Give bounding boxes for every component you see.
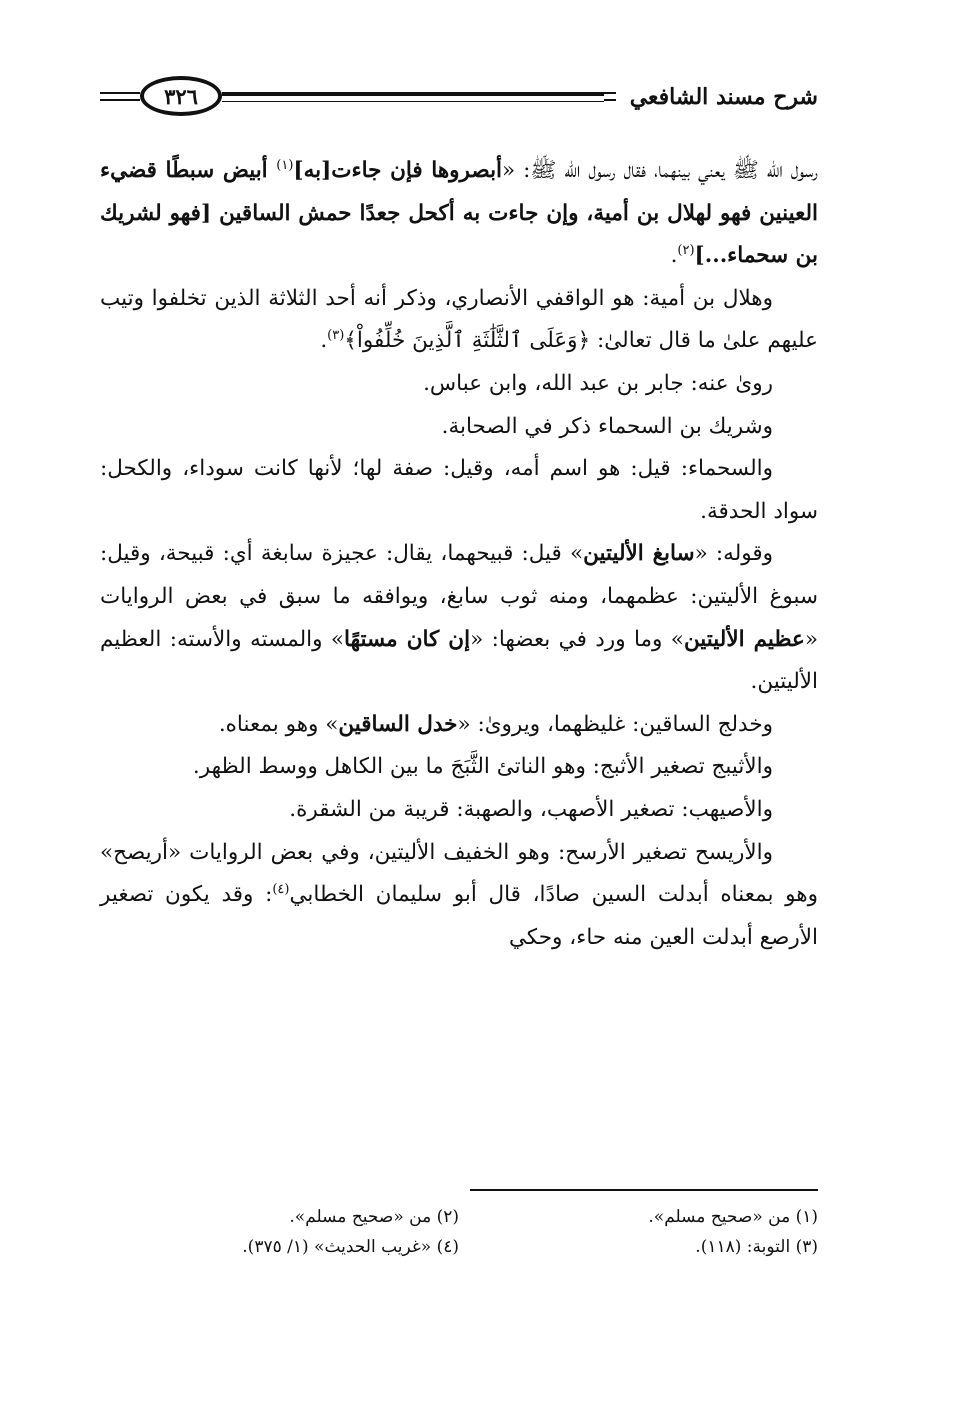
text-run: رویٰ عنه: جابر بن عبد الله، وابن عباس. xyxy=(423,370,773,396)
text-run: : وقد يكون تصغير الأرصع أبدلت العين منه حاء، وحكي xyxy=(100,882,818,950)
footnote: (٣) التوبة: (١١٨). xyxy=(695,1237,818,1257)
footnote-separator xyxy=(470,1189,818,1191)
paragraph xyxy=(100,704,818,747)
footnote-ref: (١) xyxy=(276,157,294,173)
paragraph xyxy=(100,789,818,832)
hadith-quote: خدل الساقين xyxy=(338,711,458,737)
header-rule xyxy=(222,92,604,102)
header-rule xyxy=(100,92,140,101)
text-run: » قيل: قبيحهما، يقال: عجيزة سابغة أي: قبيحة، وقيل: سبوغ الأليتين: عظمهما، ومنه ثوب سابغ، ويوافقه ما سبق في بعض الروايات « xyxy=(100,541,818,652)
main-text xyxy=(100,150,818,959)
text-run: وشريك بن السحماء ذكر في الصحابة. xyxy=(441,413,773,439)
page-header xyxy=(100,78,818,126)
text-run: » وهو بمعناه. xyxy=(218,711,339,737)
paragraph xyxy=(100,363,818,406)
text-run: . xyxy=(320,328,328,354)
text-run: والأريسح تصغير الأرسح: وهو الخفيف الأليتين، وفي بعض الروايات «أريصح» وهو بمعناه أبدلت السين صادًا، قال أبو سليمان الخطابي xyxy=(100,839,819,908)
page-number: ٣٢٦ xyxy=(140,76,222,116)
paragraph xyxy=(100,832,818,960)
hadith-quote: أبصروها فإن جاءت[به] xyxy=(293,158,503,183)
text-run: وخدلج الساقين: غليظهما، ويرویٰ: « xyxy=(457,711,773,737)
text-run: والسحماء: قيل: هو اسم أمه، وقيل: صفة لها؛ لأنها كانت سوداء، والكحل: سواد الحدقة. xyxy=(100,456,818,524)
text-run: » والمسته والأسته: العظيم الأليتين. xyxy=(100,626,818,695)
footnotes xyxy=(100,1204,818,1260)
footnote: (١) من «صحيح مسلم». xyxy=(648,1207,818,1227)
footnote-ref: (٤) xyxy=(272,881,290,897)
text-run: وقوله: « xyxy=(694,541,774,567)
paragraph xyxy=(100,406,818,449)
paragraph xyxy=(100,150,818,278)
paragraph xyxy=(100,533,818,703)
hadith-quote: سابغ الأليتين xyxy=(583,541,695,567)
footnote-ref: (٢) xyxy=(677,243,695,259)
footnote: (٢) من «صحيح مسلم». xyxy=(289,1207,459,1227)
paragraph xyxy=(100,278,818,363)
paragraph xyxy=(100,448,818,533)
text-run: رسول الله ﷺ يعني بينهما، فقال رسول الله ﷺ: « xyxy=(502,158,818,183)
header-rule xyxy=(604,92,616,101)
hadith-quote: أبيض سبطًا قضيء العينين فهو لهلال بن أمية، وإن جاءت به أكحل جعدًا حمش الساقين [فهو لشريك بن سحماء...] xyxy=(100,158,818,269)
text-run: وهلال بن أمية: هو الواقفي الأنصاري، وذكر أنه أحد الثلاثة الذين تخلفوا وتيب عليهم علىٰ ما قال تعالىٰ: ﴿وَعَلَى ٱلثَّلَٰثَةِ ٱلَّذِينَ خُلِّفُواْ﴾ xyxy=(100,285,818,354)
running-title: شرح مسند الشافعي xyxy=(629,84,818,110)
hadith-quote: إن كان مستهًا xyxy=(344,626,471,652)
text-run: » وما ورد في بعضها: « xyxy=(470,626,684,652)
footnote-ref: (٣) xyxy=(327,328,345,344)
text-run: . xyxy=(670,243,678,269)
text-run: والأصيهب: تصغير الأصهب، والصهبة: قريبة من الشقرة. xyxy=(289,796,773,822)
text-run: والأثيبج تصغير الأثبج: وهو الناتئ الثَّبَجَ ما بين الكاهل ووسط الظهر. xyxy=(192,754,773,780)
paragraph xyxy=(100,746,818,789)
hadith-quote: عظيم الأليتين xyxy=(683,626,805,652)
footnote: (٤) «غريب الحديث» (١/ ٣٧٥). xyxy=(242,1237,459,1257)
